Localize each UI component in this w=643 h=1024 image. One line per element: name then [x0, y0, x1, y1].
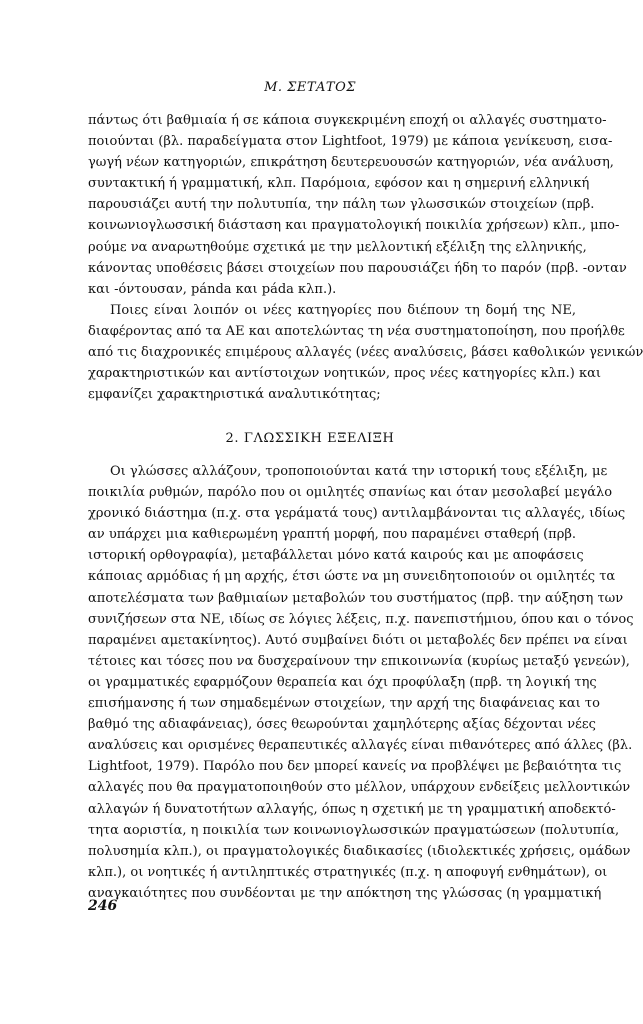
text-line: κάποιας αρμόδιας ή μη αρχής, έτσι ώστε να μη συνειδητοποιούν οι ομιλητές τα — [88, 569, 616, 585]
text-line: βαθμό της αδιαφάνειας), όσες θεωρούνται χαμηλότερης αξίας δέχονται νέες — [88, 717, 596, 733]
text-line: κάνοντας υποθέσεις βάσει στοιχείων που παρουσιάζει ήδη το παρόν (πρβ. -ονταν — [88, 260, 627, 276]
text-line: παραμένει αμετακίνητος). Αυτό συμβαίνει διότι οι μεταβολές δεν πρέπει να είναι — [88, 632, 628, 648]
page-number: 246 — [88, 898, 118, 914]
text-line: τητα αοριστία, η ποικιλία των κοινωνιογλωσσικών πραγματώσεων (πολυτυπία, — [88, 822, 620, 838]
text-line: αλλαγών ή δυνατοτήτων αλλαγής, όπως η σχετική με τη γραμματική αποδεκτό- — [88, 801, 616, 817]
text-line: και -όντουσαν, pánda και páda κλπ.). — [88, 281, 337, 297]
text-line: συνιζήσεων στα ΝΕ, ιδίως σε λόγιες λέξεις, π.χ. πανεπιστήμιου, όπου και ο τόνος — [88, 611, 634, 627]
section-heading: 2. ΓΛΩΣΣΙΚΗ ΕΞΕΛΙΞΗ — [225, 431, 395, 446]
text-line: κλπ.), οι νοητικές ή αντιληπτικές στρατηγικές (π.χ. η αποφυγή ενθημάτων), οι — [88, 864, 608, 880]
text-line: ρούμε να αναρωτηθούμε σχετικά με την μελλοντική εξέλιξη της ελληνικής, — [88, 239, 587, 255]
text-line: αν υπάρχει μια καθιερωμένη γραπτή μορφή, που παραμένει σταθερή (πρβ. — [88, 527, 576, 543]
text-line: κοινωνιογλωσσική διάσταση και πραγματολογική ποικιλία χρήσεων) κλπ., μπο- — [88, 218, 620, 234]
text-line: από τις διαχρονικές επιμέρους αλλαγές (νέες αναλύσεις, βάσει καθολικών γενικών — [88, 345, 643, 361]
text-line: Οι γλώσσες αλλάζουν, τροποποιούνται κατά την ιστορική τους εξέλιξη, με — [110, 464, 608, 479]
text-line: ποιούνται (βλ. παραδείγματα στον Lightfoot, 1979) με κάποια γενίκευση, εισα- — [88, 134, 613, 150]
text-line: οι γραμματικές εφαρμόζουν θεραπεία και όχι προφύλαξη (πρβ. τη λογική της — [88, 674, 597, 690]
text-line: αναλύσεις και ορισμένες θεραπευτικές αλλαγές είναι πιθανότερες από άλλες (βλ. — [88, 738, 633, 754]
text-line: τέτοιες και τόσες που να δυσχεραίνουν την επικοινωνία (κυρίως μεταξύ γενεών), — [88, 653, 630, 669]
text-line: συντακτική ή γραμματική, κλπ. Παρόμοια, εφόσον και η σημερινή ελληνική — [88, 176, 590, 192]
text-line: αναγκαιότητες που συνδέονται με την απόκτηση της γλώσσας (η γραμματική — [88, 885, 602, 901]
text-line: χρονικό διάστημα (π.χ. στα γεράματά τους) αντιλαμβάνονται τις αλλαγές, ιδίως — [88, 506, 626, 522]
text-line: Lightfoot, 1979). Παρόλο που δεν μπορεί κανείς να προβλέψει με βεβαιότητα τις — [88, 759, 622, 775]
text-line: ποικιλία ρυθμών, παρόλο που οι ομιλητές σπανίως και όταν μεσολαβεί μεγάλο — [88, 485, 613, 501]
text-line: διαφέροντας από τα ΑΕ και αποτελώντας τη νέα συστηματοποίηση, που προήλθε — [88, 323, 625, 339]
text-line: αλλαγές που θα πραγματοποιηθούν στο μέλλον, υπάρχουν ενδείξεις μελλοντικών — [88, 780, 631, 796]
running-head: Μ. ΣΕΤΑΤΟΣ — [264, 80, 356, 95]
text-block-before-section — [88, 110, 643, 405]
text-line: παρουσιάζει αυτή την πολυτυπία, την πάλη των γλωσσικών στοιχείων (πρβ. — [88, 197, 595, 213]
text-line: πολυσημία κλπ.), οι πραγματολογικές διαδικασίες (ιδιολεκτικές χρήσεις, ομάδων — [88, 843, 631, 859]
text-block-after-section — [88, 461, 634, 904]
text-line: εμφανίζει χαρακτηριστικά αναλυτικότητας; — [88, 387, 381, 403]
text-line: Ποιες είναι λοιπόν οι νέες κατηγορίες που διέπουν τη δομή της ΝΕ, — [110, 302, 576, 318]
text-line: ιστορική ορθογραφία), μεταβάλλεται μόνο κατά καιρούς και με αποφάσεις — [88, 548, 584, 564]
text-line: γωγή νέων κατηγοριών, επικράτηση δευτερευουσών κατηγοριών, νέα ανάλυση, — [88, 155, 614, 171]
text-line: χαρακτηριστικών και αντίστοιχων νοητικών, προς νέες κατηγορίες κλπ.) και — [88, 366, 601, 382]
text-line: επισήμανσης ή των σημαδεμένων στοιχείων, την αρχή της διαφάνειας και το — [88, 696, 600, 712]
text-line: αποτελέσματα των βαθμιαίων μεταβολών του συστήματος (πρβ. την αύξηση των — [88, 590, 624, 606]
text-line: πάντως ότι βαθμιαία ή σε κάποια συγκεκριμένη εποχή οι αλλαγές συστηματο- — [88, 113, 607, 128]
